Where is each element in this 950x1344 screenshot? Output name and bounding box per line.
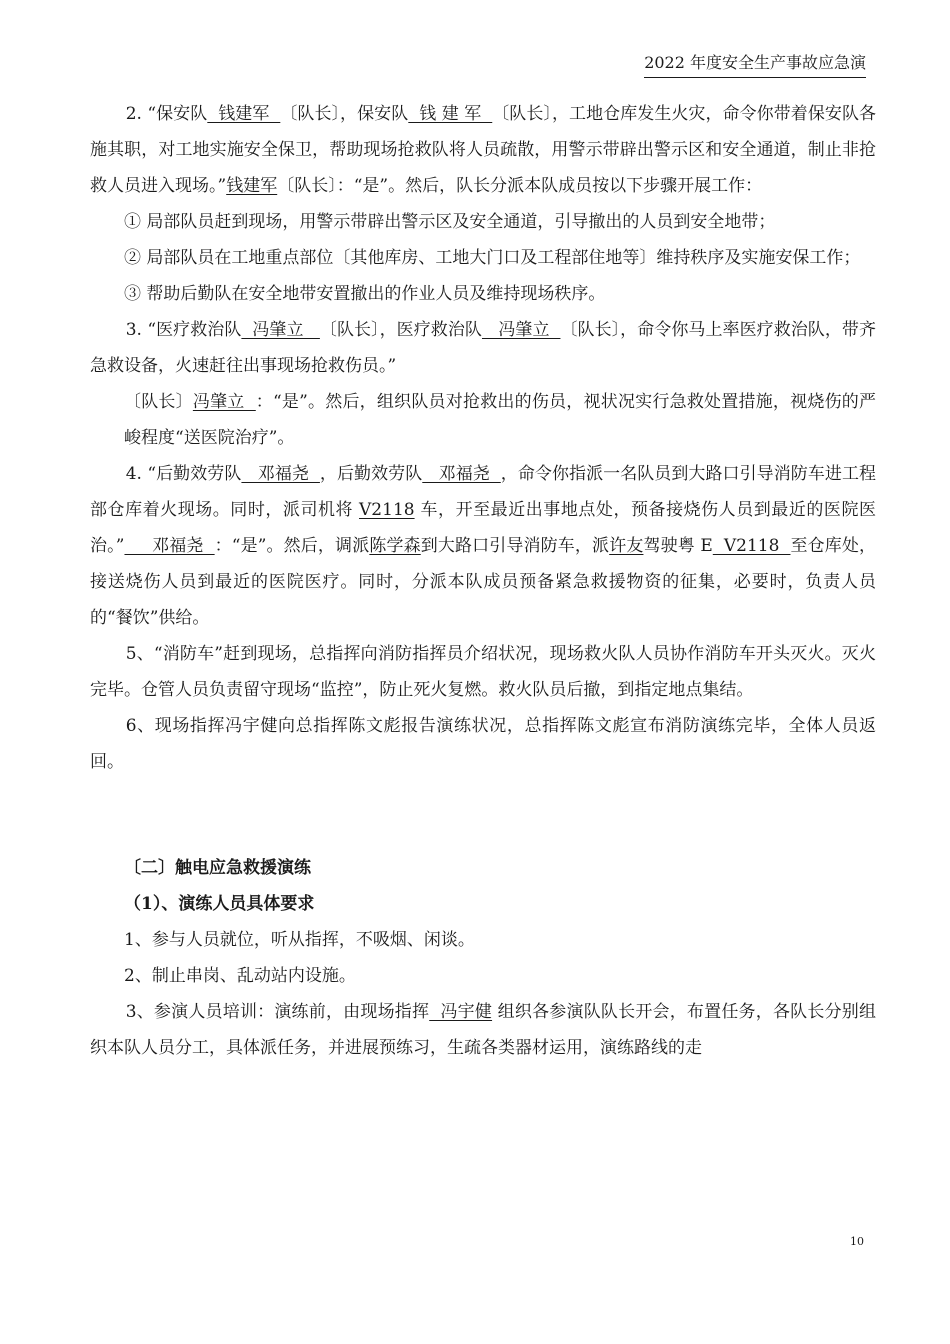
document-body	[90, 96, 876, 1066]
paragraph-security-team: 2. “保安队 钱建军 〔队长〕，保安队 钱 建 军 〔队长〕，工地仓库发生火灾，命令你带着保安队各施其职，对工地实施安全保卫，帮助现场抢救队将人员疏散，用警示带辟出警示区和安全通道，制止非抢救人员进入现场。”钱建军〔队长〕：“是”。然后，队长分派本队成员按以下步骤开展工作：	[90, 104, 877, 196]
step-item: ③ 帮助后勤队在安全地带安置撤出的作业人员及维持现场秩序。	[124, 284, 606, 304]
paragraph-fire-truck: 5、“消防车”赶到现场，总指挥向消防指挥员介绍状况，现场救火队人员协作消防车开头灭火。灭火完毕。仓管人员负责留守现场“监控”，防止死火复燃。救火队员后撤，到指定地点集结。	[90, 644, 876, 700]
section-heading: 〔二〕触电应急救援演练	[124, 858, 311, 878]
paragraph-logistics-team: 4. “后勤效劳队 邓福尧 ，后勤效劳队 邓福尧 ，命令你指派一名队员到大路口引导消防车进工程部仓库着火现场。同时，派司机将 V2118 车，开至最近出事地点处，预备接烧伤人员到最近的医院医治。” 邓福尧 ：“是”。然后，调派陈学森到大路口引导消防车，派许友驾驶粤 E V2118 至仓库处，接送烧伤人员到最近的医院医疗。同时，分派本队成员预备紧急救援物资的征集，必要时，负责人员的“餐饮”供给。	[90, 464, 877, 628]
underlined-name: 邓福尧	[124, 536, 215, 556]
underlined-plate: V2118	[712, 536, 791, 556]
paragraph-training: 3、参演人员培训：演练前，由现场指挥 冯宇健 组织各参演队队长开会，布置任务，各队长分别组织本队人员分工，具体派任务，并进展预练习，生疏各类器材运用，演练路线的走	[90, 1002, 876, 1058]
underlined-name: 邓福尧	[241, 464, 320, 484]
underlined-name: 冯宇健	[429, 1002, 493, 1022]
page-number: 10	[850, 1235, 864, 1248]
underlined-name: 冯肇立	[481, 320, 561, 340]
underlined-name: 钱建军	[207, 104, 281, 124]
requirement-item: 1、参与人员就位，听从指挥，不吸烟、闲谈。	[124, 930, 475, 950]
paragraph-report: 6、现场指挥冯宇健向总指挥陈文彪报告演练状况，总指挥陈文彪宣布消防演练完毕，全体人员返回。	[90, 716, 876, 772]
step-item: ① 局部队员赶到现场，用警示带辟出警示区及安全通道，引导撤出的人员到安全地带；	[124, 212, 776, 232]
underlined-name: 许友	[609, 536, 644, 556]
underlined-name: 邓福尧	[422, 464, 501, 484]
underlined-name: 冯肇立	[192, 392, 256, 412]
underlined-name: 冯肇立	[241, 320, 320, 340]
page-header: 2022 年度安全生产事故应急演	[644, 52, 866, 78]
paragraph-medical-team: 3. “医疗救治队 冯肇立 〔队长〕，医疗救治队 冯肇立 〔队长〕，命令你马上率医疗救治队，带齐急救设备，火速赶往出事现场抢救伤员。”	[90, 320, 876, 376]
underlined-name: 钱建军	[226, 176, 278, 196]
underlined-plate: V2118	[359, 500, 415, 520]
section-spacer	[90, 780, 876, 850]
requirement-item: 2、制止串岗、乱动站内设施。	[124, 966, 356, 986]
underlined-name: 陈学森	[369, 536, 421, 556]
paragraph-medical-response: 〔队长〕冯肇立 ：“是”。然后，组织队员对抢救出的伤员，视状况实行急救处置措施，视烧伤的严峻程度“送医院治疗”。	[124, 392, 876, 448]
step-item: ② 局部队员在工地重点部位〔其他库房、工地大门口及工程部住地等〕维持秩序及实施安保工作；	[124, 248, 861, 268]
section-subheading: （1）、演练人员具体要求	[124, 894, 315, 914]
underlined-name: 钱 建 军	[408, 104, 493, 124]
